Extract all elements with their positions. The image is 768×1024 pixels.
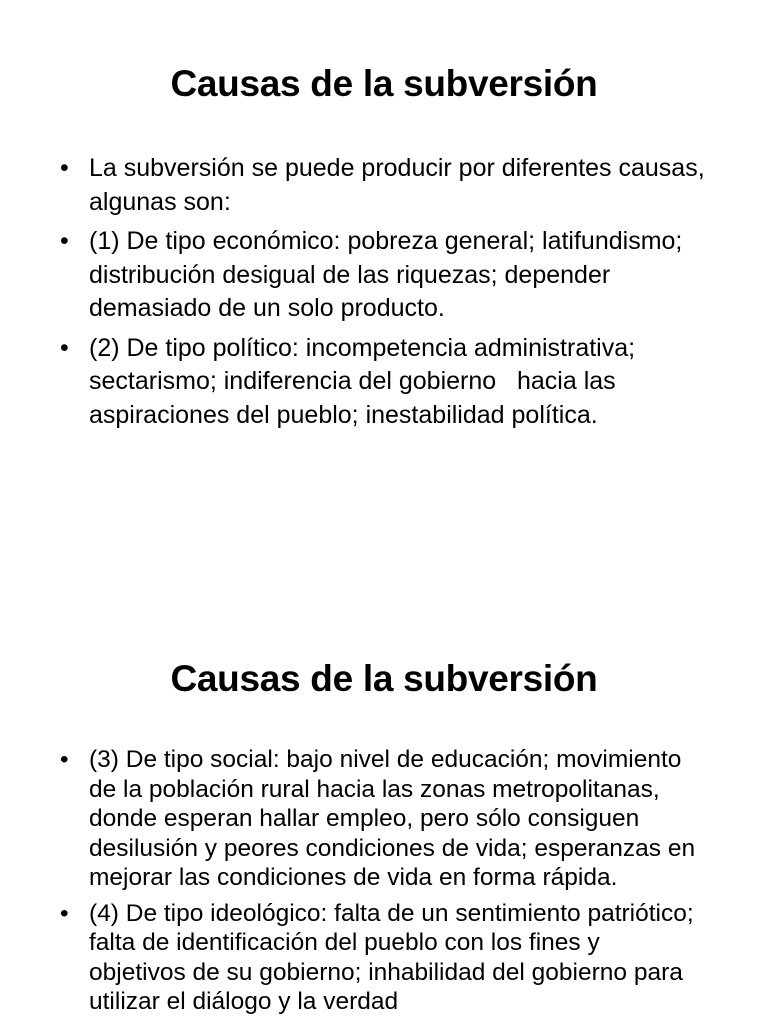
bullet-text: (1) De tipo económico: pobreza general; latifundismo; distribución desigual de las riquezas; depender demasiado de un solo producto. xyxy=(89,227,690,322)
bullet-icon: • xyxy=(60,899,69,927)
bullet-item xyxy=(0,332,768,433)
bullet-icon: • xyxy=(60,746,69,773)
bullet-text: (2) De tipo político: incompetencia administrativa; sectarismo; indiferencia del gobierno hacia las aspiraciones del pueblo; inestabilidad política. xyxy=(89,333,643,429)
bullet-list xyxy=(0,745,768,1017)
bullet-text: (3) De tipo social: bajo nivel de educación; movimiento de la población rural hacia las zonas metropolitanas, donde esperan hallar empleo, pero sólo consiguen desilusión y peores condiciones de vida; esperanzas en mejorar las condiciones de vida en forma rápida. xyxy=(89,746,702,891)
slide-1 xyxy=(0,60,768,438)
bullet-list xyxy=(0,152,768,432)
bullet-item xyxy=(0,225,768,326)
bullet-icon: • xyxy=(60,333,69,362)
bullet-item xyxy=(0,899,768,1017)
bullet-text: (4) De tipo ideológico: falta de un sentimiento patriótico; falta de identificación del pueblo con los fines y objetivos de su gobierno; inhabilidad del gobierno para utilizar el diálogo y la verdad xyxy=(89,899,701,1015)
slide-title: Causas de la subversión xyxy=(170,658,598,699)
bullet-text: La subversión se puede producir por diferentes causas, algunas son: xyxy=(89,154,712,216)
slide-title: Causas de la subversión xyxy=(170,63,598,104)
bullet-item xyxy=(0,745,768,893)
bullet-item xyxy=(0,152,768,219)
bullet-icon: • xyxy=(60,227,69,255)
bullet-icon: • xyxy=(60,154,69,182)
slide-2 xyxy=(0,655,768,1023)
